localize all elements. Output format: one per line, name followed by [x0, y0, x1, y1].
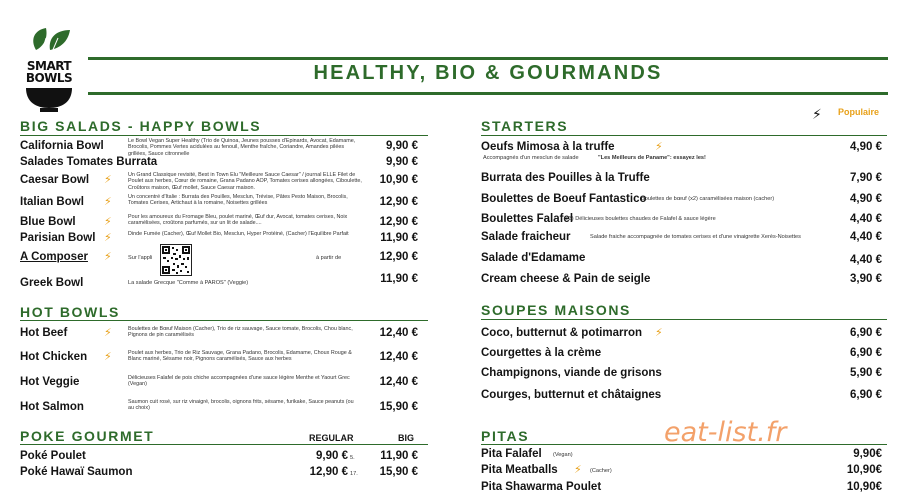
logo-line-bowls: BOWLS [25, 71, 73, 85]
menu-item-name: Boulettes Falafel [481, 213, 574, 225]
price-note: 17. [350, 471, 358, 477]
menu-item-name: Salade d'Edamame [481, 252, 586, 264]
menu-item-price: 4,90 € [850, 141, 882, 153]
menu-item-name: Parisian Bowl [20, 232, 96, 244]
lightning-icon: ⚡ [104, 174, 112, 186]
menu-item-name: Blue Bowl [20, 216, 76, 228]
section-title-hot-bowls: HOT BOWLS [20, 304, 120, 320]
lightning-icon: ⚡ [655, 327, 663, 339]
menu-item-name[interactable]: A Composer [20, 251, 88, 263]
section-rule [481, 135, 887, 136]
menu-item-price: 7,90 € [850, 172, 882, 184]
menu-item-price: 12,90 € [379, 251, 418, 263]
lightning-icon: ⚡ [104, 351, 112, 363]
menu-item-price: 12,40 € [379, 327, 418, 339]
menu-item-name: Hot Chicken [20, 351, 88, 363]
menu-item-name: Burrata des Pouilles à la Truffe [481, 172, 650, 184]
menu-item-price: 11,90 € [380, 232, 418, 244]
menu-item-name: Caesar Bowl [20, 174, 90, 186]
menu-item-price: 12,90 € [379, 196, 418, 208]
menu-item-price: 10,90€ [846, 464, 882, 476]
leaf-icon [28, 26, 72, 52]
menu-item-name: Coco, butternut & potimarron [481, 327, 642, 339]
menu-item-desc: Saumon cuit rosé, sur riz vinaigré, brocolis, oignons frits, sésame, furikake, Sauce peanuts (ou au choix) [128, 399, 354, 412]
menu-item-price: 12,40 € [379, 376, 418, 388]
section-title-pitas: PITAS [481, 428, 530, 444]
menu-item-price: 11,90 € [380, 273, 418, 285]
menu-item-name: Italian Bowl [20, 196, 84, 208]
menu-item-name: Hot Veggie [20, 376, 80, 388]
section-title-soupes: SOUPES MAISONS [481, 302, 631, 318]
menu-item-name: Hot Salmon [20, 401, 84, 413]
lightning-icon: ⚡ [574, 464, 582, 476]
menu-item-desc: Poulet aux herbes, Trio de Riz Sauvage, Grana Padano, Brocolis, Edamame, Choux Rouge & Blanc mariné, Sésame noir, Pignons caramélisés, Sauce aux herbes [128, 350, 352, 363]
section-rule [20, 135, 428, 136]
menu-item-desc: Salade fraiche accompagnée de tomates cerises et d'une vinaigrette Xerès-Noisettes [590, 234, 801, 240]
lightning-icon: ⚡ [104, 216, 112, 228]
section-title-big-salads: BIG SALADS - HAPPY BOWLS [20, 118, 262, 134]
menu-item-name: Greek Bowl [20, 277, 84, 289]
menu-item-price: 4,40 € [850, 231, 882, 243]
section-rule [481, 319, 887, 320]
menu-item-price: 10,90€ [846, 481, 882, 493]
menu-item-name: Poké Poulet [20, 450, 86, 462]
menu-item-price: 3,90 € [850, 273, 882, 285]
lightning-icon: ⚡ [655, 141, 663, 153]
menu-item-name: Hot Beef [20, 327, 68, 339]
menu-item-name: Oeufs Mimosa à la truffe [481, 141, 615, 153]
menu-item-price: 6,90 € [850, 347, 882, 359]
column-head-regular: REGULAR [309, 433, 354, 443]
menu-item-name: Poké Hawaï Saumon [20, 466, 133, 478]
watermark: eat-list.fr [664, 417, 787, 448]
bowl-icon [24, 86, 74, 112]
menu-item-name: Courgettes à la crème [481, 347, 602, 359]
brand-logo [22, 26, 76, 112]
menu-item-name: Salades Tomates Burrata [20, 156, 158, 168]
menu-item-desc: Sur l'appli [128, 255, 153, 261]
price-from-label: à partir de [316, 255, 342, 261]
menu-item-price: 15,90 € [379, 401, 418, 413]
price-big: 15,90 € [379, 466, 418, 478]
menu-item-quote: "Les Meilleurs de Paname": essayez les! [598, 155, 706, 161]
menu-item-desc: Le Bowl Vegan Super Healthy (Trio de Quinoa, Jeunes pousses d'Epinards, Avocat, Edamame, Brocolis, Pommes Vertes acidulées au fenouil, Menthe fraîche, Coriandre, Amandes pilées grillées, Sauce citronnelle [128, 138, 356, 157]
page-title: HEALTHY, BIO & GOURMANDS [313, 62, 663, 84]
price-big: 11,90 € [380, 450, 418, 462]
menu-item-price: 6,90 € [850, 389, 882, 401]
menu-item-price: 9,90€ [853, 448, 882, 460]
price-regular: 9,90 € [316, 450, 348, 462]
menu-item-desc: Pour les amoureux du Fromage Bleu, poulet mariné, Œuf dur, Avocat, tomates cerises, Noix caramélisées, croûtons parfumés, sur un lit de salade.... [128, 214, 348, 227]
menu-item-desc: Dinde Fumée (Cacher), Œuf Mollet Bio, Mesclun, Hyper Protéiné, (Cacher) l'Equilibre Parfait [128, 231, 349, 237]
menu-item-desc: Un Grand Classique revisité, Best in Town Élu "Meilleure Sauce Caesar" / journal ELLE Filet de Poulet aux herbes, Cœur de romaine, Grana Padano AOP, Tomates cerises allongées, Ciboulette, Croûtons maison, Œuf mollet, Sauce Caesar maison. [128, 172, 362, 191]
section-rule [20, 320, 428, 321]
price-regular: 12,90 € [309, 466, 348, 478]
section-title-starters: STARTERS [481, 118, 569, 134]
column-head-big: BIG [398, 433, 415, 443]
menu-item-price: 12,90 € [379, 216, 418, 228]
price-note: 5. [350, 455, 355, 461]
menu-item-desc: Un concentré d'Italie : Burrata des Pouilles, Mesclun, Trévise, Pâtes Pesto Maison, Brocolis, Tomates Cerises, Artichaut à la romaine, Noisettes grillées [128, 194, 348, 207]
qr-code-icon[interactable] [160, 244, 192, 276]
menu-item-price: 4,90 € [850, 193, 882, 205]
menu-item-desc: Accompagnés d'un mesclun de salade [483, 155, 579, 161]
menu-item-desc: Délicieuses Falafel de pois chiche accompagnées d'une sauce légère Menthe et Yaourt Grec (Vegan) [128, 375, 350, 388]
lightning-icon: ⚡ [104, 251, 112, 263]
menu-item-price: 12,40 € [379, 351, 418, 363]
qr-pattern [161, 245, 191, 275]
lightning-icon: ⚡ [812, 106, 822, 122]
menu-item-price: 9,90 € [386, 156, 418, 168]
menu-item-price: 10,90 € [379, 174, 418, 186]
header-bottom-rule [88, 92, 888, 95]
menu-item-name: California Bowl [20, 140, 104, 152]
popular-legend [812, 104, 892, 122]
menu-item-name: Pita Shawarma Poulet [481, 481, 602, 493]
menu-item-note: (Vegan) [553, 452, 573, 458]
menu-item-name: Cream cheese & Pain de seigle [481, 273, 651, 285]
header-top-rule [88, 57, 888, 60]
menu-item-desc: (x3) Délicieuses boulettes chaudes de Falafel & sauce légère [564, 216, 716, 222]
lightning-icon: ⚡ [104, 196, 112, 208]
section-title-poke: POKE GOURMET [20, 428, 155, 444]
menu-item-name: Courges, butternut et châtaignes [481, 389, 662, 401]
menu-item-price: 5,90 € [850, 367, 882, 379]
menu-item-name: Salade fraicheur [481, 231, 571, 243]
menu-item-desc: Boulettes de Bœuf Maison (Cacher), Trio de riz sauvage, Sauce tomate, Brocolis, Chou blanc, Pignons de pin caramélisés [128, 326, 353, 339]
menu-item-name: Pita Falafel [481, 448, 542, 460]
lightning-icon: ⚡ [104, 232, 112, 244]
lightning-icon: ⚡ [104, 327, 112, 339]
menu-item-note: (Cacher) [590, 468, 612, 474]
menu-item-name: Boulettes de Boeuf Fantastico [481, 193, 647, 205]
menu-item-name: Champignons, viande de grisons [481, 367, 662, 379]
menu-item-desc: La salade Grecque "Comme à PAROS" (Veggie) [128, 280, 249, 286]
section-rule [20, 444, 428, 445]
menu-item-price: 4,40 € [850, 213, 882, 225]
menu-item-desc: Boulettes de bœuf (x2) caramélisées maison (cacher) [641, 196, 775, 202]
menu-item-price: 4,40 € [850, 254, 882, 266]
menu-item-price: 9,90 € [386, 140, 418, 152]
logo-line-smart: SMART [26, 59, 72, 73]
popular-label: Populaire [838, 107, 880, 117]
menu-item-name: Pita Meatballs [481, 464, 558, 476]
menu-item-price: 6,90 € [850, 327, 882, 339]
